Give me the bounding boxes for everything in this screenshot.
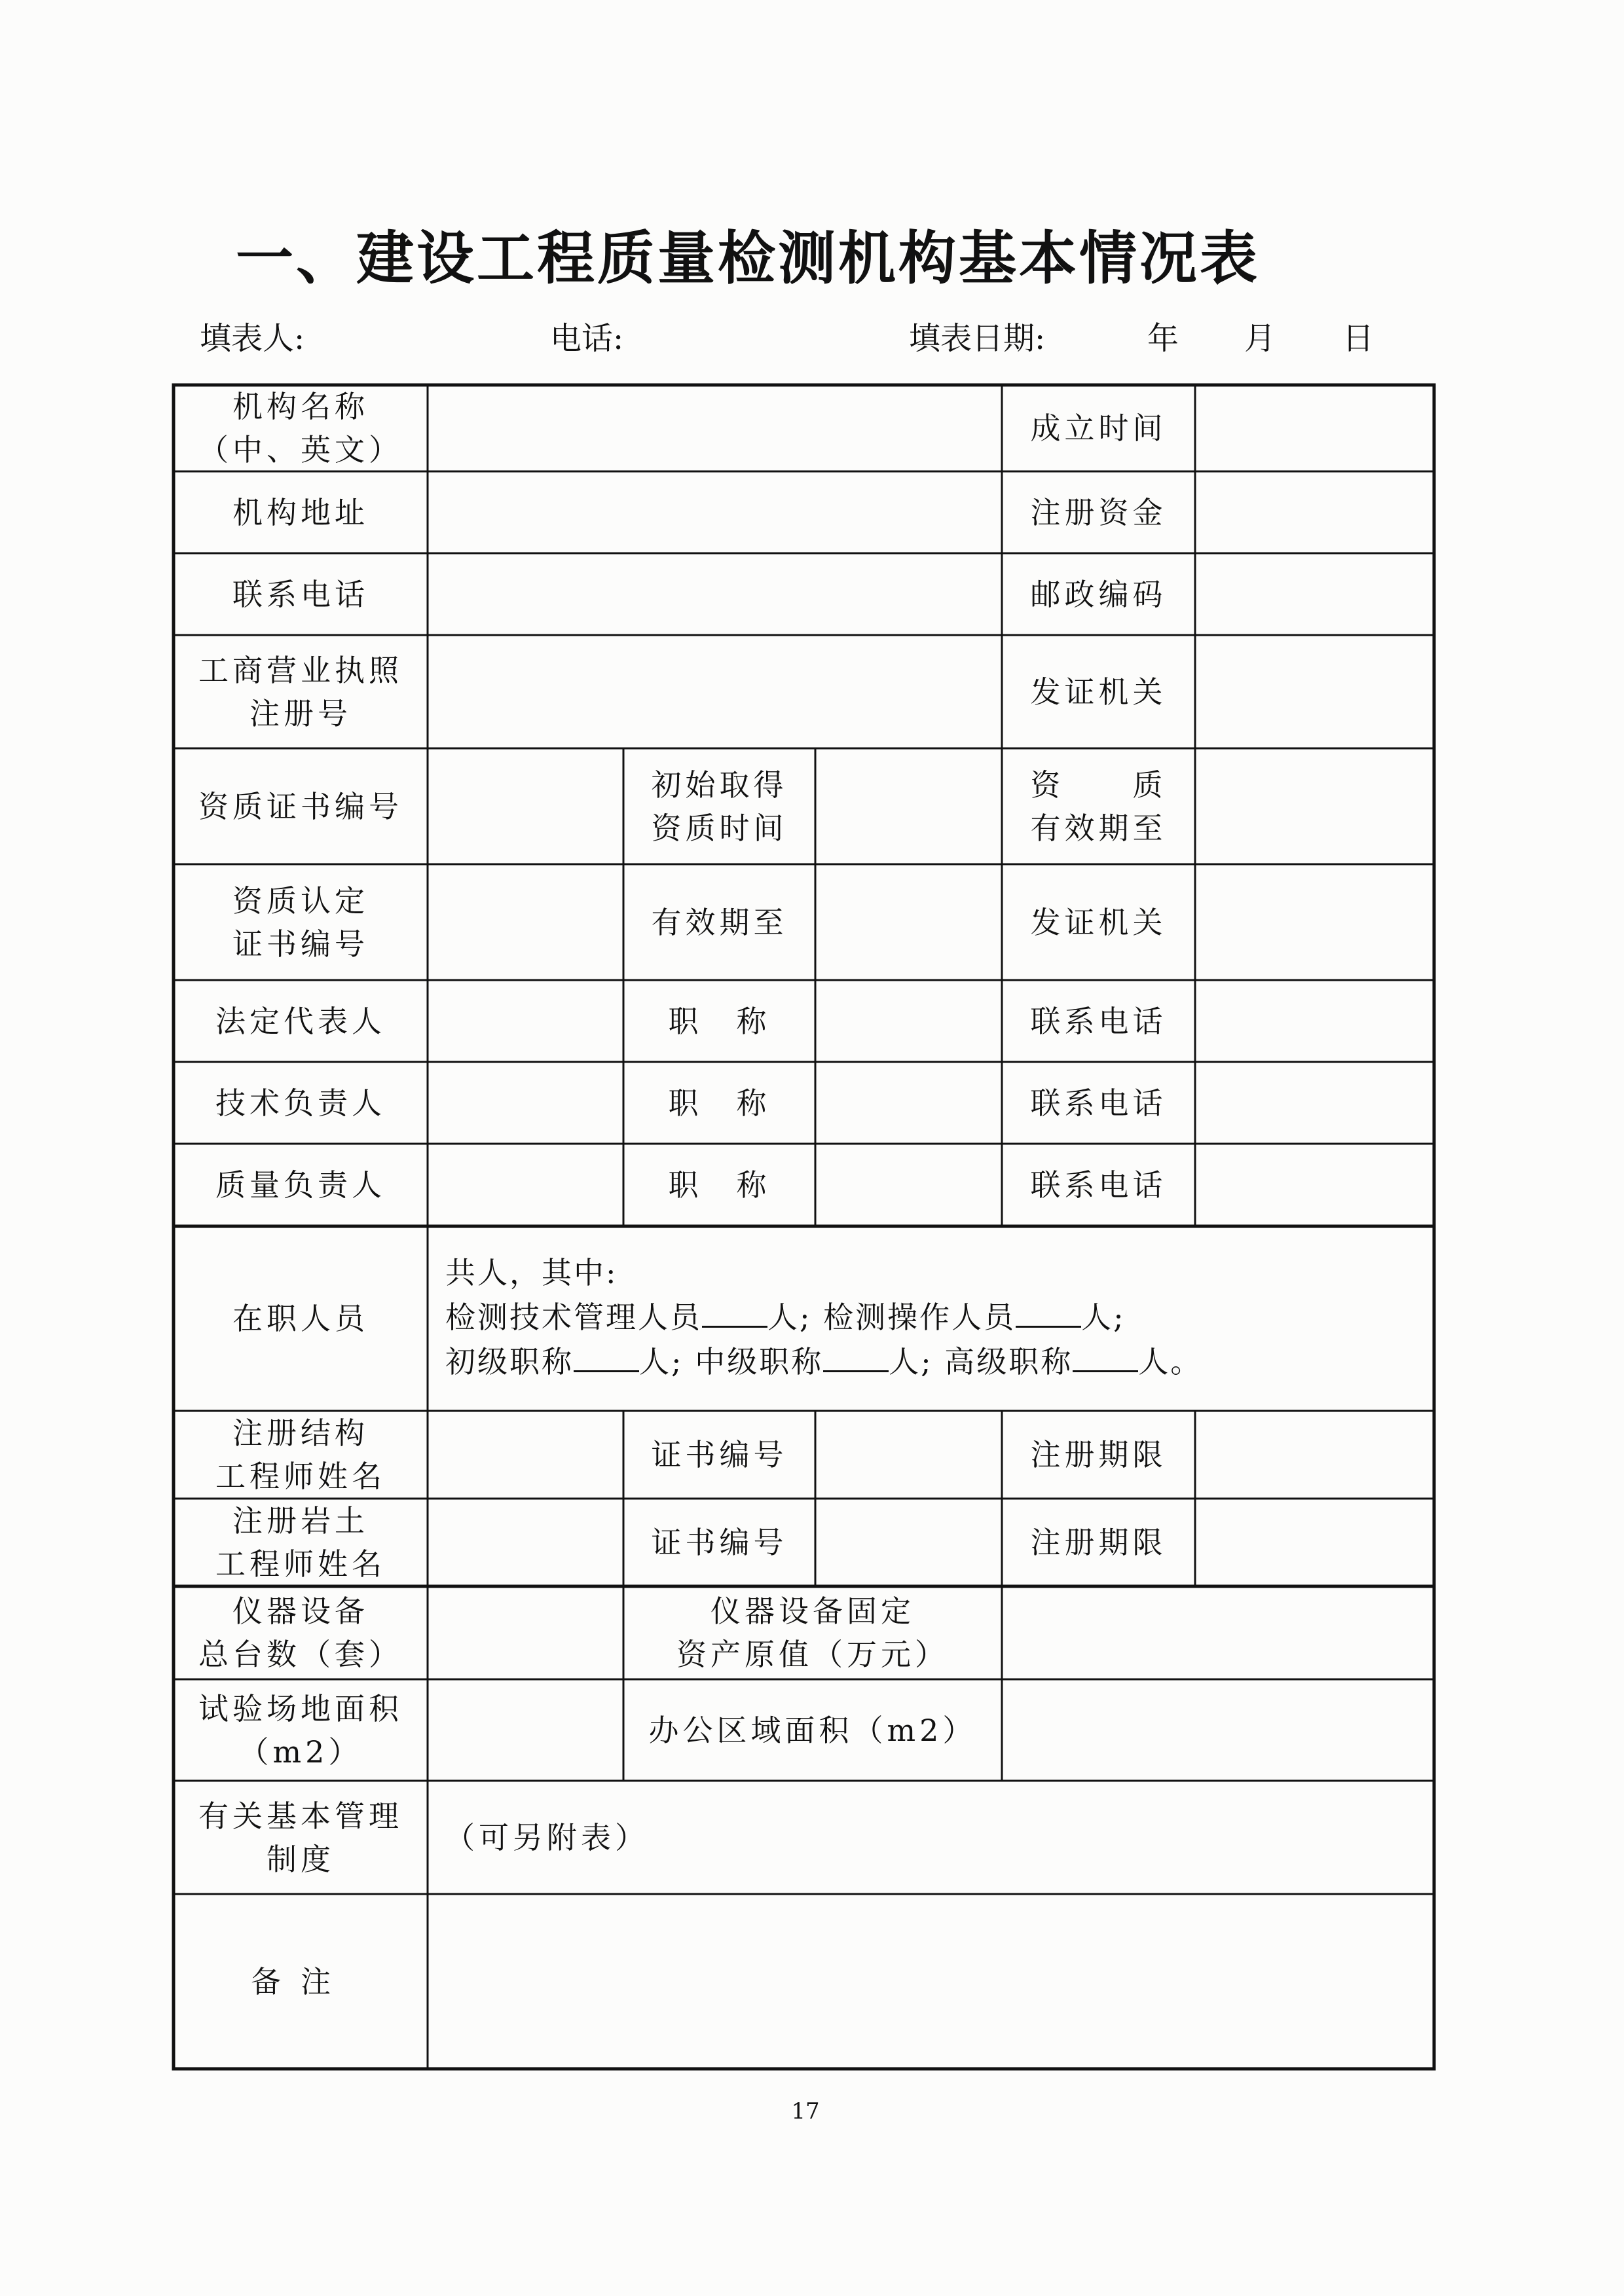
valid-until-label: 有效期至 — [651, 904, 788, 940]
month-label: 月 — [1244, 320, 1276, 357]
date-label: 填表日期: — [909, 320, 1046, 357]
issuer2-label: 发证机关 — [1030, 904, 1167, 940]
org-address-label: 机构地址 — [232, 494, 369, 530]
qual-recog-cert-label: 资质认定 证书编号 — [232, 883, 369, 962]
quality-head-title-label: 职 称 — [668, 1167, 771, 1203]
attach-note: （可另附表） — [445, 1819, 649, 1855]
geo-cert-no-label: 证书编号 — [651, 1525, 788, 1560]
geo-reg-period-label: 注册期限 — [1030, 1525, 1167, 1560]
qual-valid-until-label: 资 质 有效期至 — [1030, 767, 1167, 846]
test-area-label: 试验场地面积 （m2） — [198, 1690, 403, 1770]
equip-count-label: 仪器设备 总台数（套） — [198, 1594, 403, 1672]
remarks-label: 备注 — [251, 1963, 350, 1999]
struct-eng-label: 注册结构 工程师姓名 — [215, 1415, 386, 1494]
staff-details — [445, 1250, 1428, 1384]
legal-rep-title-label: 职 称 — [668, 1003, 771, 1039]
org-name-label: 机构名称 （中、英文） — [198, 389, 403, 467]
staff-line-roles: 检测技术管理人员 人; 检测操作人员 人; — [445, 1295, 1428, 1339]
quality-head-phone-label: 联系电话 — [1030, 1167, 1167, 1203]
postal-code-label: 邮政编码 — [1030, 576, 1167, 612]
initial-qual-time-label: 初始取得 资质时间 — [651, 767, 788, 846]
issuer-label: 发证机关 — [1030, 674, 1167, 710]
equip-value-label: 仪器设备固定 资产原值（万元） — [676, 1594, 949, 1672]
year-label: 年 — [1147, 320, 1179, 357]
found-time-label: 成立时间 — [1030, 410, 1167, 446]
page-number: 17 — [791, 2098, 820, 2124]
staff-line-titles: 初级职称 人; 中级职称 人; 高级职称 人。 — [445, 1339, 1428, 1384]
business-license-label: 工商营业执照 注册号 — [198, 652, 403, 731]
qual-cert-no-label: 资质证书编号 — [198, 788, 403, 824]
page-title: 一、建设工程质量检测机构基本情况表 — [236, 225, 1261, 292]
struct-reg-period-label: 注册期限 — [1030, 1437, 1167, 1472]
legal-rep-label: 法定代表人 — [215, 1003, 386, 1039]
staff-line-total: 共人，其中: — [445, 1255, 618, 1290]
staff-label: 在职人员 — [232, 1301, 369, 1336]
mgmt-system-label: 有关基本管理 制度 — [198, 1798, 403, 1877]
legal-rep-phone-label: 联系电话 — [1030, 1003, 1167, 1039]
tech-head-title-label: 职 称 — [668, 1085, 771, 1121]
filler-label: 填表人: — [200, 320, 305, 357]
phone-label: 电话: — [550, 320, 624, 357]
contact-phone-label: 联系电话 — [232, 576, 369, 612]
geo-eng-label: 注册岩土 工程师姓名 — [215, 1503, 386, 1582]
struct-cert-no-label: 证书编号 — [651, 1437, 788, 1472]
tech-head-phone-label: 联系电话 — [1030, 1085, 1167, 1121]
office-area-label: 办公区域面积（m2） — [648, 1712, 977, 1748]
tech-head-label: 技术负责人 — [215, 1085, 386, 1121]
day-label: 日 — [1342, 320, 1375, 357]
reg-capital-label: 注册资金 — [1030, 494, 1167, 530]
quality-head-label: 质量负责人 — [215, 1167, 386, 1203]
